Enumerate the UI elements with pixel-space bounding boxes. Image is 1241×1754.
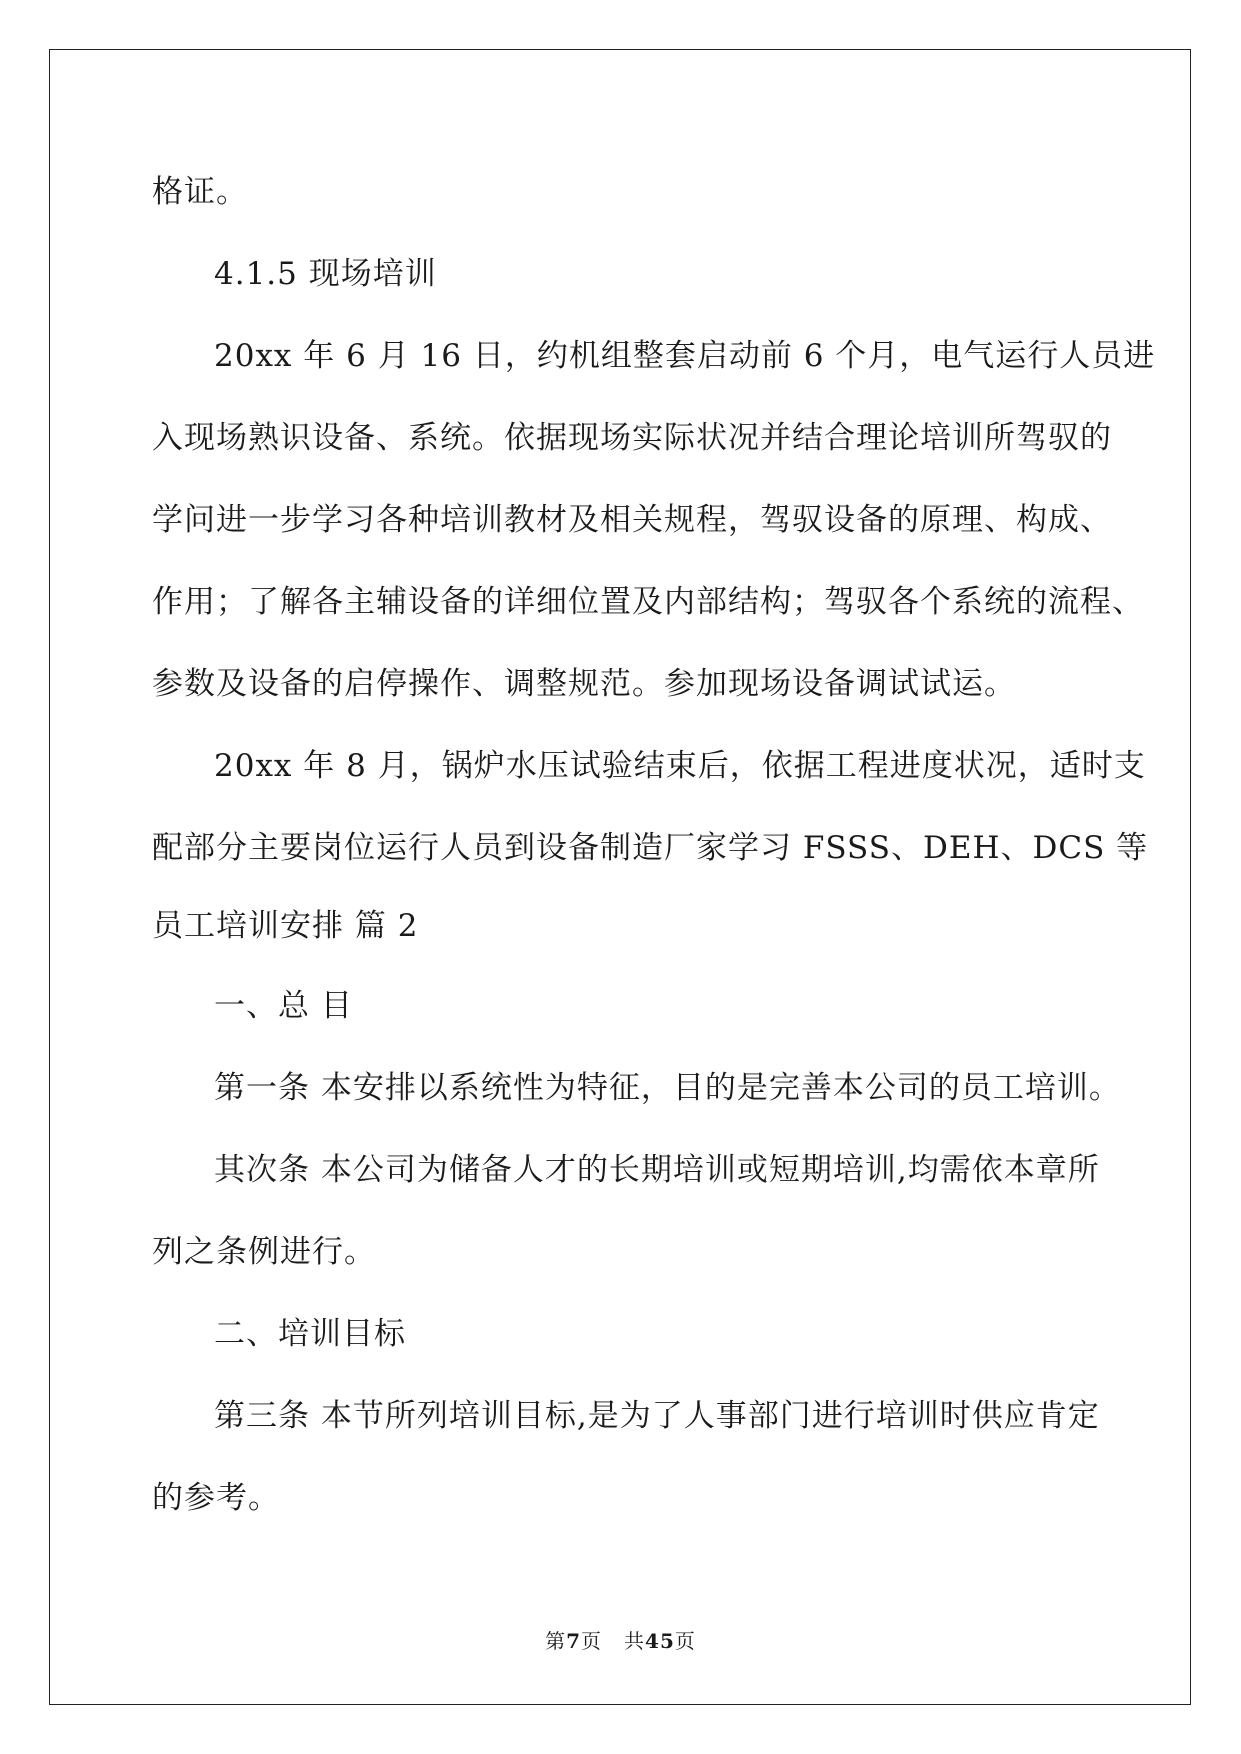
page-suffix: 页 [581,1629,603,1653]
section-heading: 二、培训目标 [214,1316,406,1352]
text-line: 20xx 年 8 月，锅炉水压试验结束后，依据工程进度状况，适时支 [214,748,1146,784]
text-line: 入现场熟识设备、系统。依据现场实际状况并结合理论培训所驾驭的 [152,420,1112,456]
page-total: 45 [645,1629,675,1653]
article-line: 其次条 本公司为储备人才的长期培训或短期培训,均需依本章所 [214,1152,1100,1188]
article-line: 第三条 本节所列培训目标,是为了人事部门进行培训时供应肯定 [214,1398,1100,1434]
text-line: 20xx 年 6 月 16 日，约机组整套启动前 6 个月，电气运行人员进 [214,338,1156,374]
page-footer [0,1628,1241,1654]
article-line: 第一条 本安排以系统性为特征，目的是完善本公司的员工培训。 [214,1070,1121,1106]
page-prefix: 第 [545,1629,567,1653]
text-line: 配部分主要岗位运行人员到设备制造厂家学习 FSSS、DEH、DCS 等 [152,830,1149,866]
text-line: 的参考。 [152,1480,280,1516]
page-current: 7 [566,1629,582,1653]
text-line: 参数及设备的启停操作、调整规范。参加现场设备调试试运。 [152,666,1016,702]
page-border [49,49,1191,1705]
text-line: 列之条例进行。 [152,1234,376,1270]
section-heading: 4.1.5 现场培训 [214,256,437,292]
total-prefix: 共 [624,1629,646,1653]
text-line: 格证。 [152,174,248,210]
document-title: 员工培训安排 篇 2 [152,908,419,944]
section-heading: 一、总 目 [214,988,353,1024]
text-line: 学问进一步学习各种培训教材及相关规程，驾驭设备的原理、构成、 [152,502,1112,538]
text-line: 作用；了解各主辅设备的详细位置及内部结构；驾驭各个系统的流程、 [152,584,1144,620]
total-suffix: 页 [674,1629,696,1653]
